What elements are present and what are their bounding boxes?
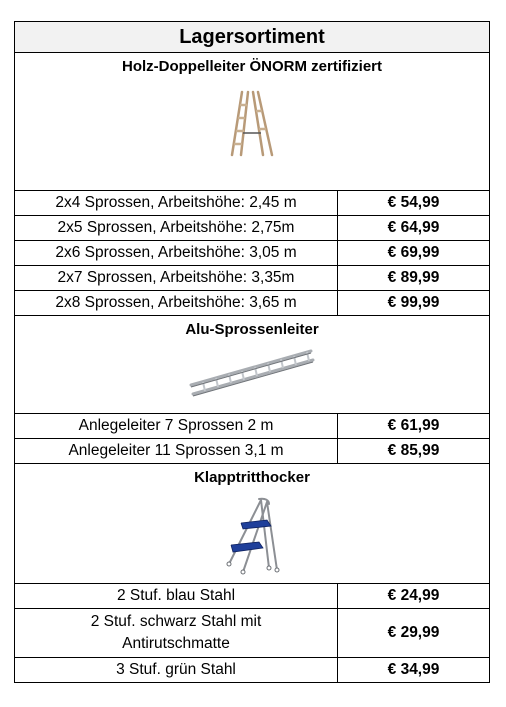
wooden-step-ladder-icon [229,89,275,159]
table-title [15,22,489,53]
table-row [15,658,489,682]
aluminium-ladder-icon [187,345,317,397]
table-row [15,439,489,464]
table-row [15,291,489,316]
item-description: 3 Stuf. grün Stahl [15,658,338,682]
item-price: € 69,99 [387,244,440,261]
table-row [15,609,489,658]
item-description: 2x6 Sprossen, Arbeitshöhe: 3,05 m [15,241,338,265]
item-price: € 61,99 [387,417,440,434]
item-description: 2x8 Sprossen, Arbeitshöhe: 3,65 m [15,291,338,315]
section-heading: Alu-Sprossenleiter [185,321,319,338]
item-description: 2 Stuf. blau Stahl [15,584,338,608]
table-row [15,216,489,241]
item-price: € 99,99 [387,294,440,311]
section-alu-ladder [15,316,489,414]
item-price: € 64,99 [387,219,440,236]
page-title: Lagersortiment [179,25,325,48]
item-price: € 85,99 [387,442,440,459]
section-heading: Holz-Doppelleiter ÖNORM zertifiziert [121,58,383,75]
item-price: € 24,99 [387,587,440,604]
section-wooden-ladder [15,53,489,191]
item-price: € 34,99 [387,661,440,678]
table-row [15,266,489,291]
item-description: 2 Stuf. schwarz Stahl mit Antirutschmatte [15,609,338,657]
table-row [15,191,489,216]
section-step-stool [15,464,489,584]
section-heading: Klapptritthocker [194,469,310,486]
table-row [15,241,489,266]
item-price: € 89,99 [387,269,440,286]
item-description: Anlegeleiter 11 Sprossen 3,1 m [15,439,338,463]
folding-step-stool-icon [221,496,283,576]
item-description: 2x7 Sprossen, Arbeitshöhe: 3,35m [15,266,338,290]
table-row [15,414,489,439]
item-price: € 29,99 [387,624,440,641]
price-table [14,21,490,683]
item-price: € 54,99 [387,194,440,211]
item-description: 2x4 Sprossen, Arbeitshöhe: 2,45 m [15,191,338,215]
item-description: 2x5 Sprossen, Arbeitshöhe: 2,75m [15,216,338,240]
table-row [15,584,489,609]
item-description: Anlegeleiter 7 Sprossen 2 m [15,414,338,438]
